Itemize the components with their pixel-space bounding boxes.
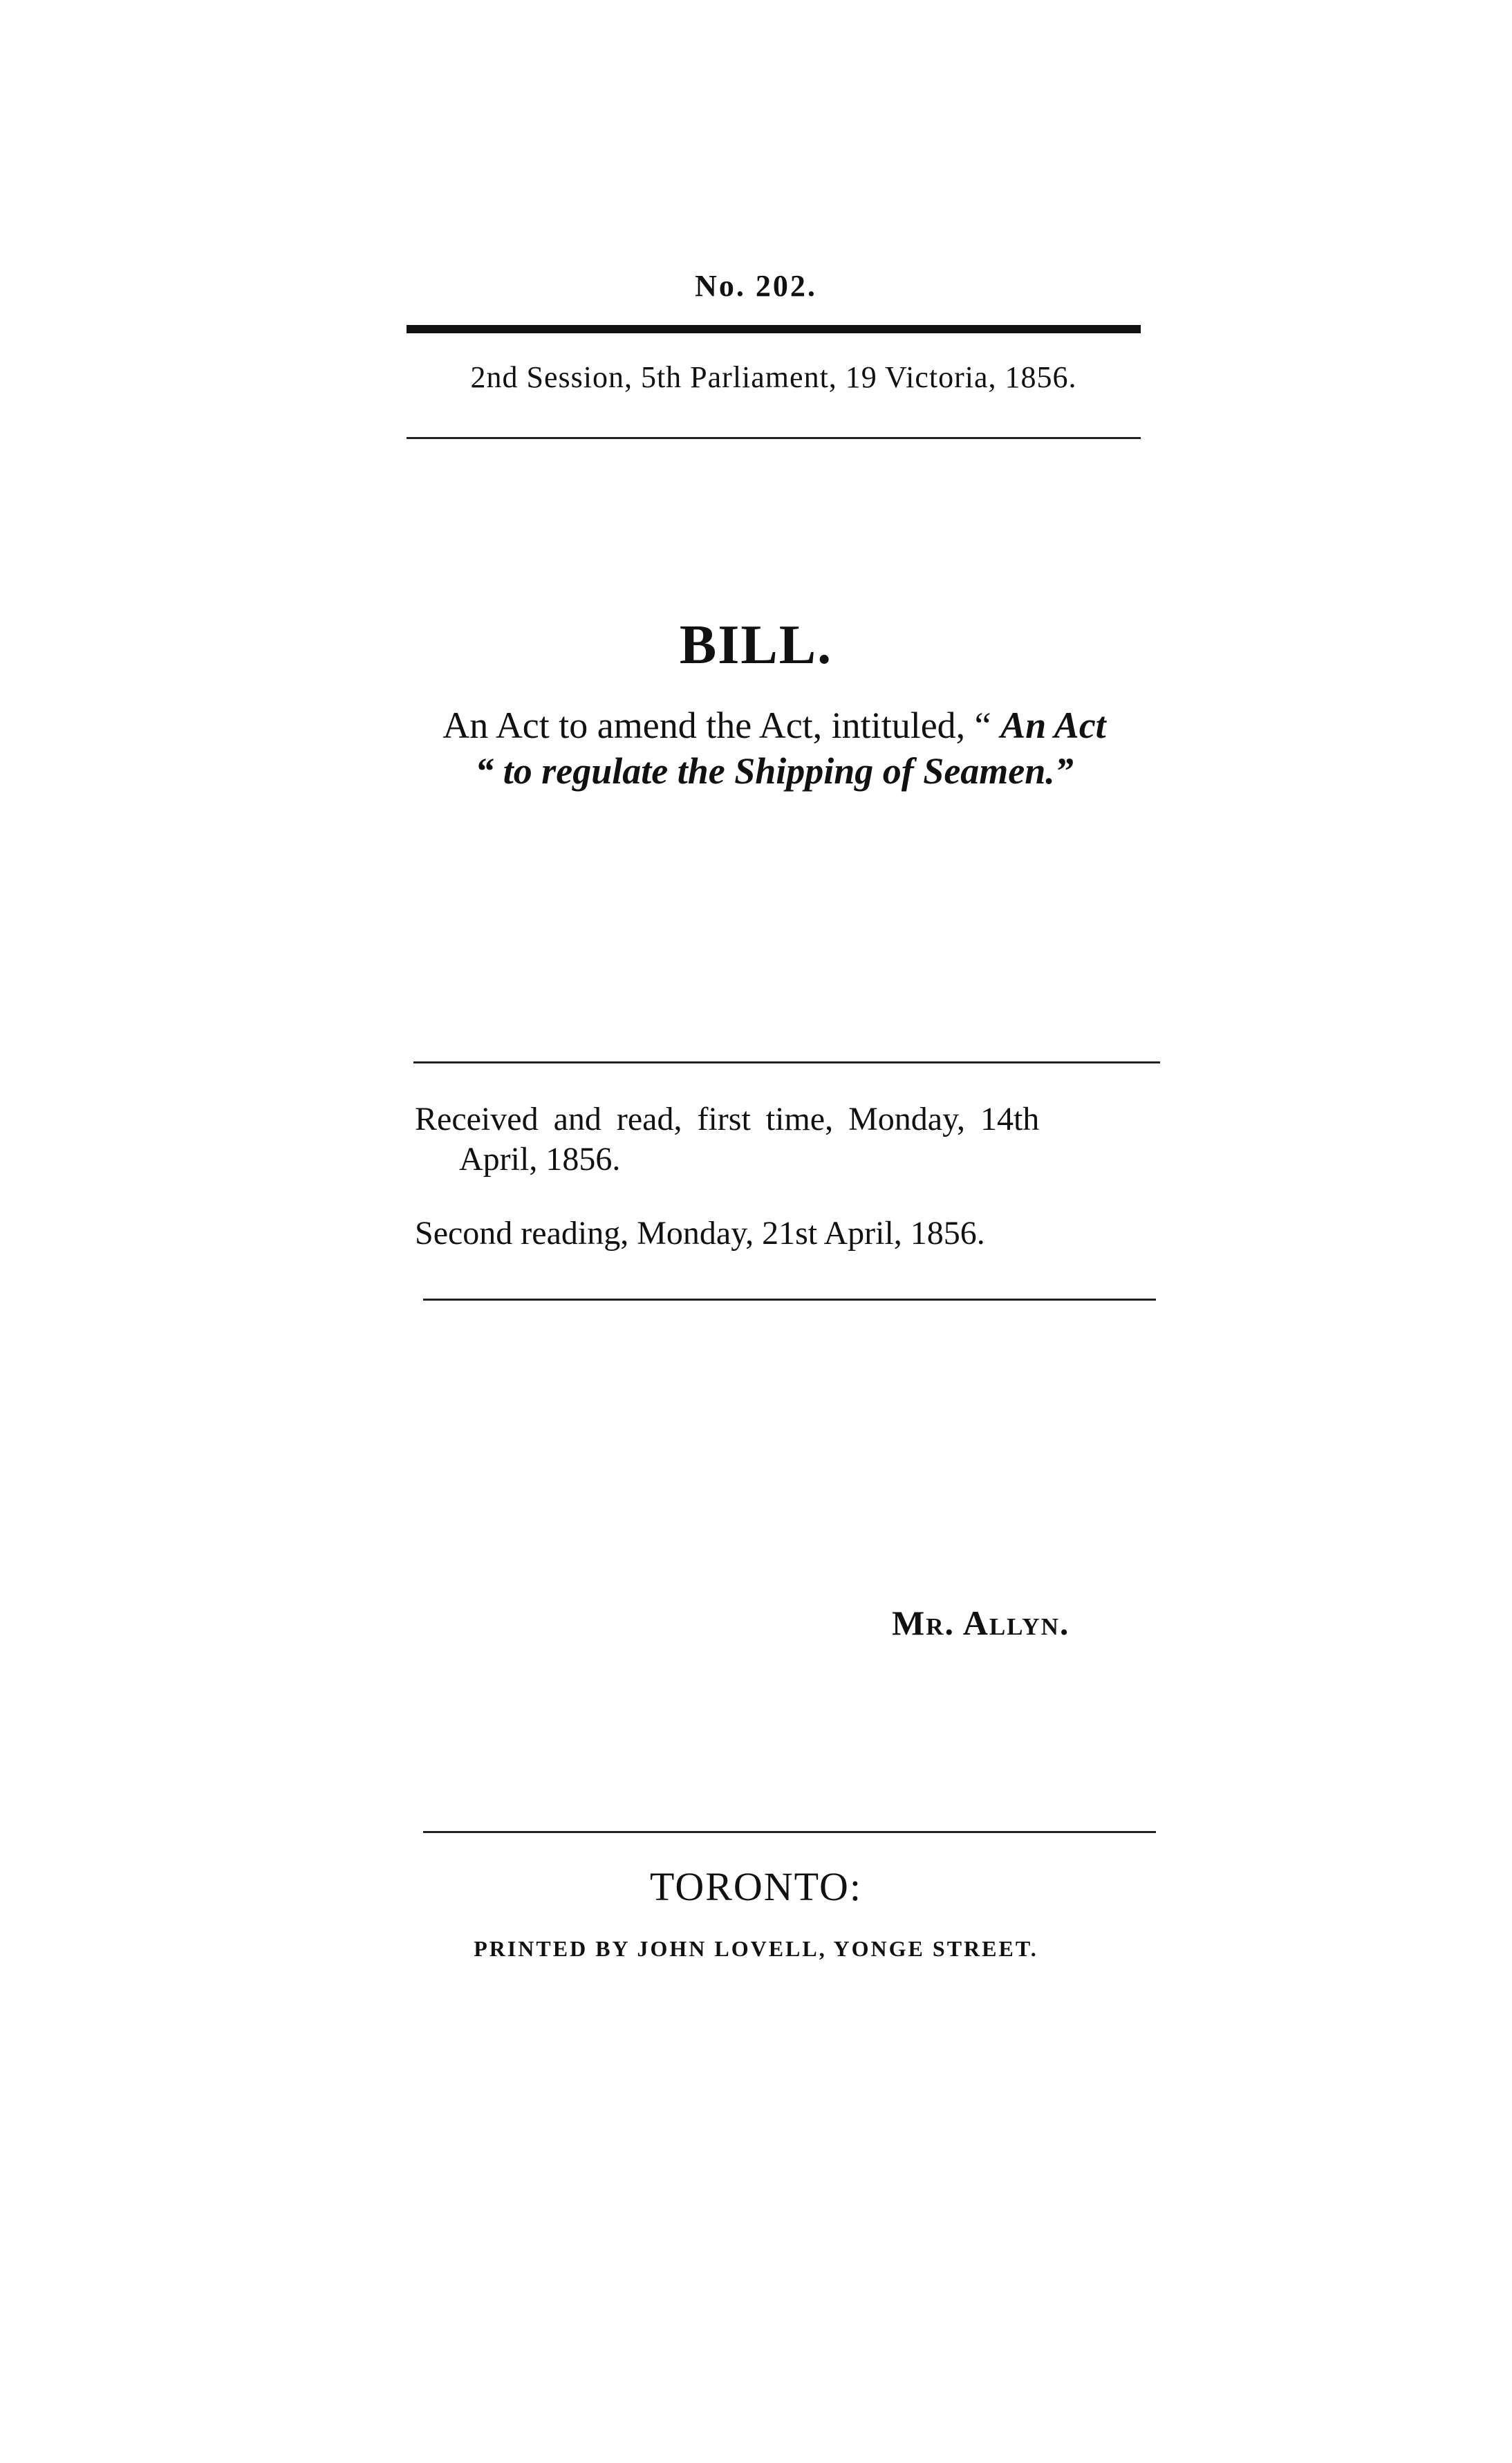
first-reading-line-1: Received and read, first time, Monday, 14th (415, 1101, 1040, 1137)
header-thin-rule (407, 437, 1141, 439)
readings-bottom-rule (423, 1299, 1156, 1301)
imprint-printer: PRINTED BY JOHN LOVELL, YONGE STREET. (474, 1936, 1038, 1961)
second-reading: Second reading, Monday, 21st April, 1856. (415, 1215, 985, 1252)
sponsor-name: Mr. Allyn. (892, 1604, 1070, 1642)
bill-title-line-2: “ to regulate the Shipping of Seamen.” (475, 750, 1074, 792)
header-thick-rule (407, 325, 1141, 333)
bill-heading: BILL. (679, 615, 833, 676)
session-line: 2nd Session, 5th Parliament, 19 Victoria, 1856. (470, 360, 1077, 394)
bill-title-line-1 (387, 703, 1161, 748)
bill-title-italic: An Act (1000, 705, 1106, 746)
first-reading (415, 1099, 1161, 1180)
bill-number: No. 202. (695, 269, 817, 303)
imprint-place: TORONTO: (649, 1864, 863, 1909)
bill-title (387, 703, 1161, 794)
readings-top-rule (413, 1061, 1160, 1063)
bill-title-plain: An Act to amend the Act, intituled, “ (442, 705, 1001, 746)
imprint-rule (423, 1831, 1156, 1833)
first-reading-line-2: April, 1856. (459, 1141, 621, 1178)
